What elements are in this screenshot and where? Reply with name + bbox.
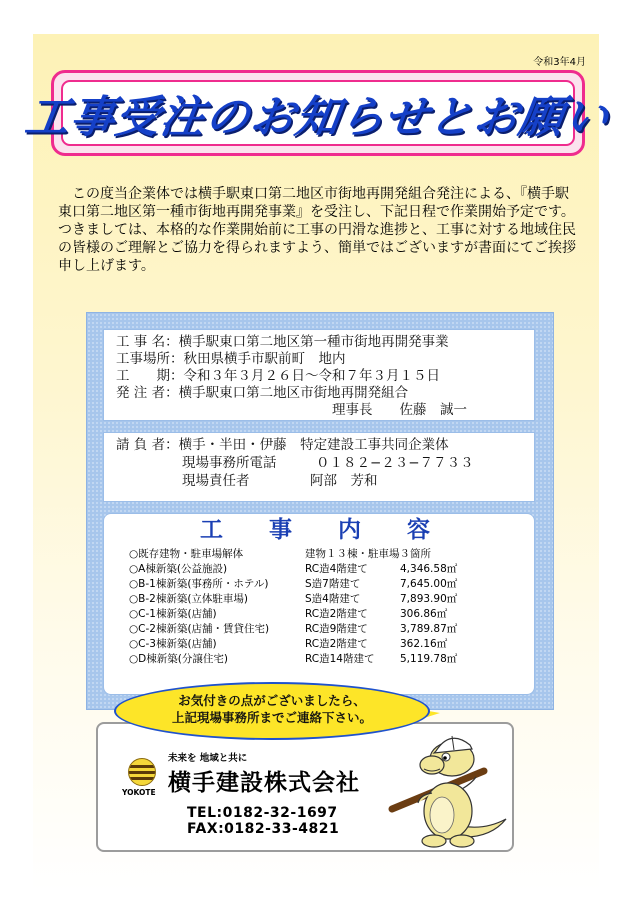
contractor-row <box>116 436 449 454</box>
work-item-area: 5,119.78㎡ <box>400 653 458 665</box>
project-client-label: 発 注 者： <box>116 385 179 401</box>
notice-line-2: 上記現場事務所までご連絡下さい。 <box>171 710 372 725</box>
work-item-name: ○B-2棟新築(立体駐車場) <box>129 593 249 605</box>
project-name-value: 横手駅東口第二地区第一種市街地再開発事業 <box>178 334 449 350</box>
work-item-area: 4,346.58㎡ <box>400 563 458 575</box>
works-title-char: 容 <box>407 517 430 543</box>
site-manager-label: 現場責任者 <box>182 473 250 489</box>
work-item-spec: RC造2階建て <box>305 638 368 650</box>
work-item-spec: RC造14階建て <box>305 653 375 665</box>
dinosaur-mascot-icon <box>380 723 512 853</box>
page-title: 工事受注のお知らせとお願い <box>21 92 613 143</box>
works-title-char: 事 <box>269 517 292 543</box>
works-title <box>200 518 430 542</box>
project-location-label: 工事場所： <box>116 351 184 367</box>
project-name-row <box>116 333 449 351</box>
work-item-spec: RC造9階建て <box>305 623 368 635</box>
notice-line-1: お気付きの点がございましたら、 <box>178 693 366 708</box>
work-item-name: ○C-2棟新築(店舗・賃貸住宅) <box>129 623 270 635</box>
logo-word: YOKOTE <box>122 788 156 797</box>
work-item-name: ○既存建物・駐車場解体 <box>129 548 244 560</box>
office-tel-label: 現場事務所電話 <box>182 455 277 471</box>
contractor-name: 横手・半田・伊藤 特定建設工事共同企業体 <box>178 437 449 453</box>
notice-text <box>114 692 430 726</box>
work-item-area: 7,893.90㎡ <box>400 593 458 605</box>
office-tel-value: ０１８２−２３−７７３３ <box>316 455 474 471</box>
contractor-info-box <box>103 432 535 502</box>
project-period-row <box>116 367 440 385</box>
project-period-value: 令和３年３月２６日～令和７年３月１５日 <box>183 368 440 384</box>
project-client-value: 横手駅東口第二地区市街地再開発組合 <box>178 385 409 401</box>
company-tel: TEL:0182-32-1697 <box>187 805 338 821</box>
project-location-value: 秋田県横手市駅前町 地内 <box>183 351 346 367</box>
work-item-spec: RC造2階建て <box>305 608 368 620</box>
work-item-name: ○B-1棟新築(事務所・ホテル) <box>129 578 269 590</box>
project-chairman: 理事長 佐藤 誠一 <box>332 402 467 418</box>
issue-date: 令和3年4月 <box>533 57 586 68</box>
work-item-spec: RC造4階建て <box>305 563 368 575</box>
intro-paragraph: この度当企業体では横手駅東口第二地区市街地再開発組合発注による、『横手駅東口第二地区第一種市街地再開発事業』を受注し、下記日程で作業開始予定です。つきましては、本格的な作業開始前に工事の円滑な進捗と、工事に対する地域住民の皆様のご理解とご協力を得られますよう、簡単ではございますが書面にてご挨拶申し上げます。 <box>58 186 576 274</box>
contractor-label: 請 負 者： <box>116 437 179 453</box>
project-info-box <box>103 329 535 421</box>
project-period-label: 工 期： <box>116 368 184 384</box>
work-item-area: 362.16㎡ <box>400 638 448 650</box>
work-item-area: 7,645.00㎡ <box>400 578 458 590</box>
work-item-name: ○D棟新築(分譲住宅) <box>129 653 228 665</box>
project-location-row <box>116 350 346 368</box>
work-item-spec: 建物１３棟・駐車場３箇所 <box>305 548 431 560</box>
work-item-name: ○C-3棟新築(店舗) <box>129 638 217 650</box>
company-slogan: 未来を 地域と共に <box>168 753 248 764</box>
works-title-char: 内 <box>338 517 361 543</box>
company-fax: FAX:0182-33-4821 <box>187 821 340 837</box>
project-client-row <box>116 384 408 402</box>
work-item-spec: S造4階建て <box>305 593 361 605</box>
work-item-area: 3,789.87㎡ <box>400 623 458 635</box>
title-frame <box>21 70 613 156</box>
work-item-name: ○C-1棟新築(店舗) <box>129 608 217 620</box>
company-logo-icon <box>128 758 156 786</box>
work-item-spec: S造7階建て <box>305 578 361 590</box>
works-title-char: 工 <box>200 517 223 543</box>
work-item-name: ○A棟新築(公益施設) <box>129 563 228 575</box>
project-name-label: 工 事 名： <box>116 334 179 350</box>
company-name: 横手建設株式会社 <box>168 770 360 796</box>
title-inner-frame <box>21 80 613 146</box>
site-manager-value: 阿部 芳和 <box>310 473 378 489</box>
work-item-area: 306.86㎡ <box>400 608 448 620</box>
